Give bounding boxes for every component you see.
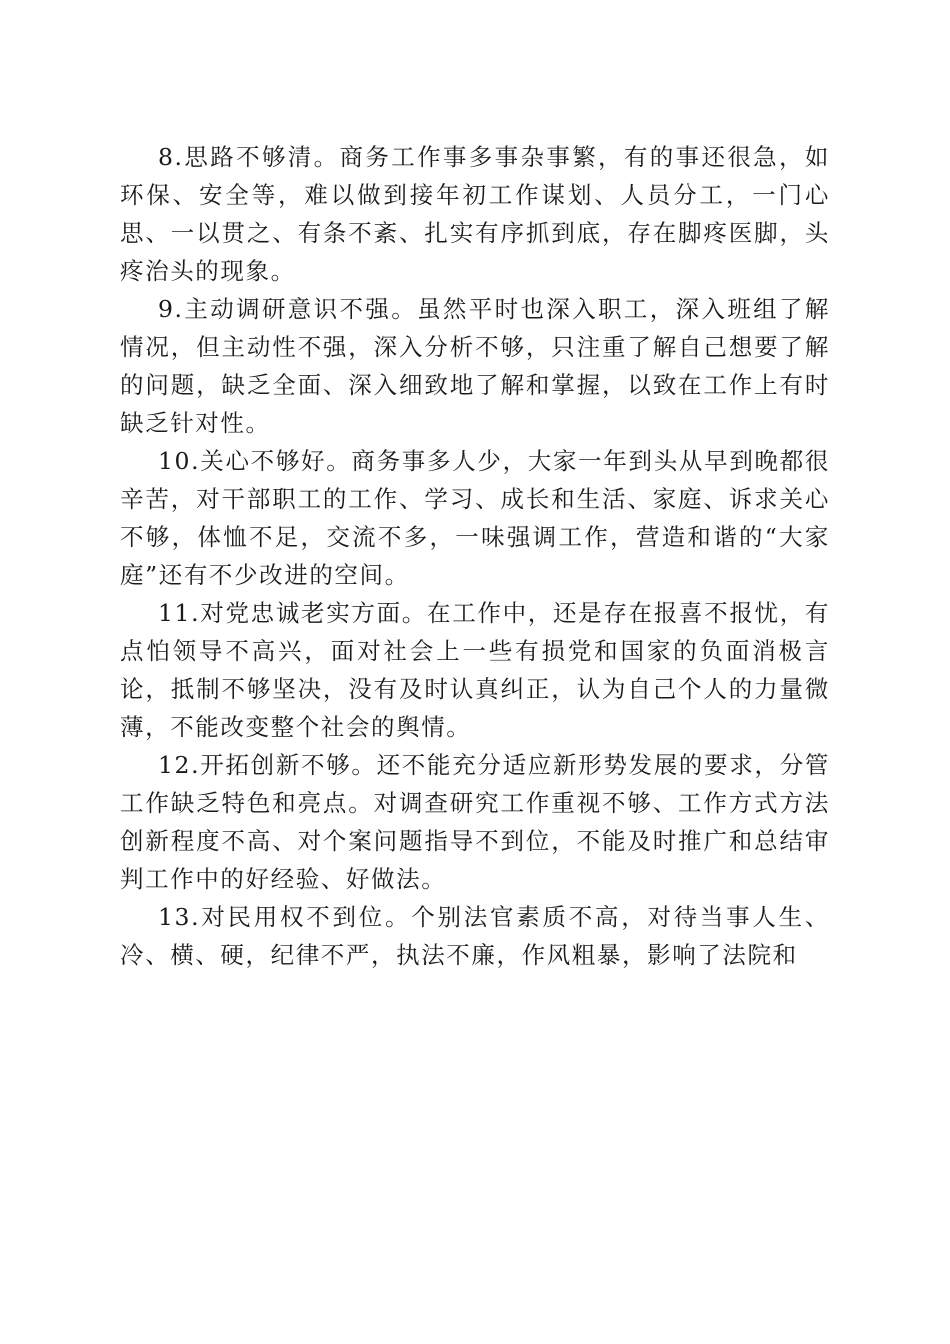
paragraph-item-9: 9.主动调研意识不强。虽然平时也深入职工，深入班组了解情况，但主动性不强，深入分析不够，只注重了解自己想要了解的问题，缺乏全面、深入细致地了解和掌握，以致在工作上有时缺乏针对性。 bbox=[120, 295, 830, 437]
paragraph-item-8: 8.思路不够清。商务工作事多事杂事繁，有的事还很急，如环保、安全等，难以做到接年初工作谋划、人员分工，一门心思、一以贯之、有条不紊、扎实有序抓到底，存在脚疼医脚，头疼治头的现象。 bbox=[120, 143, 830, 285]
paragraph-item-11: 11.对党忠诚老实方面。在工作中，还是存在报喜不报忧，有点怕领导不高兴，面对社会上一些有损党和国家的负面消极言论，抵制不够坚决，没有及时认真纠正，认为自己个人的力量微薄，不能改变整个社会的舆情。 bbox=[120, 599, 830, 741]
paragraph-item-12: 12.开拓创新不够。还不能充分适应新形势发展的要求，分管工作缺乏特色和亮点。对调查研究工作重视不够、工作方式方法创新程度不高、对个案问题指导不到位，不能及时推广和总结审判工作中的好经验、好做法。 bbox=[120, 751, 830, 893]
document-body bbox=[120, 138, 830, 974]
paragraph-item-10: 10.关心不够好。商务事多人少，大家一年到头从早到晚都很辛苦，对干部职工的工作、学习、成长和生活、家庭、诉求关心不够，体恤不足，交流不多，一味强调工作，营造和谐的“大家庭”还有不少改进的空间。 bbox=[120, 447, 830, 589]
paragraph-item-13: 13.对民用权不到位。个别法官素质不高，对待当事人生、冷、横、硬，纪律不严，执法不廉，作风粗暴，影响了法院和 bbox=[120, 903, 830, 969]
